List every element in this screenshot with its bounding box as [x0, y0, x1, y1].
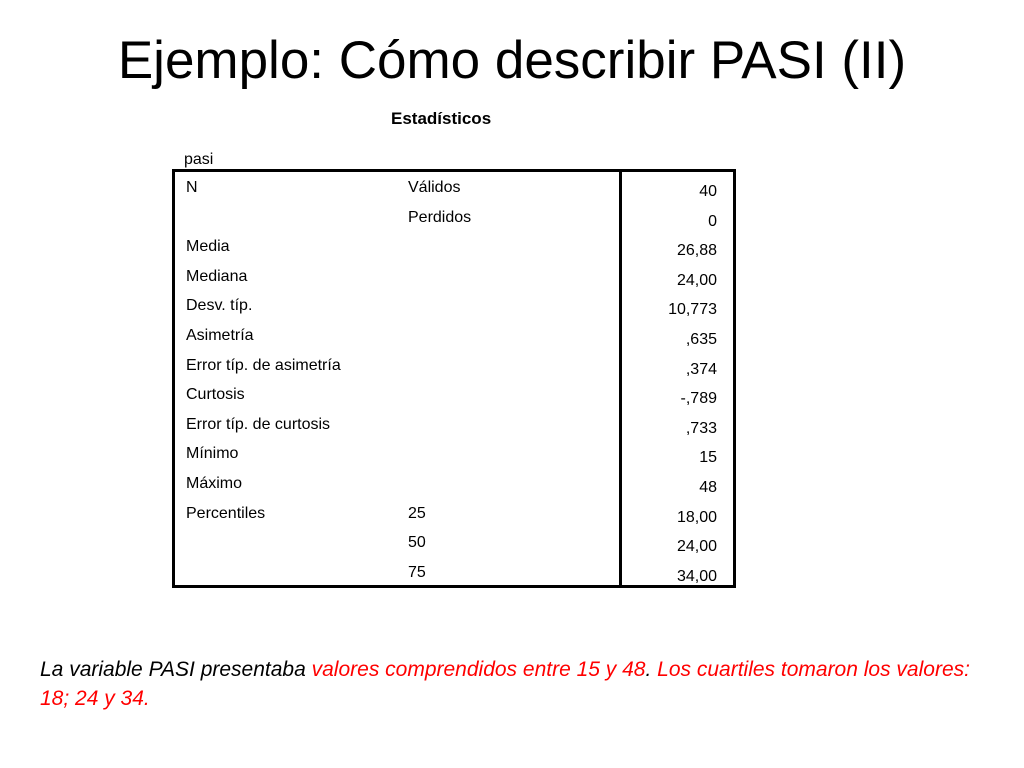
row-value: -,789 — [680, 390, 717, 408]
row-label: Curtosis — [186, 386, 245, 404]
row-value: ,635 — [685, 331, 717, 348]
row-sublabel: 50 — [408, 534, 426, 552]
slide-title: Ejemplo: Cómo describir PASI (II) — [117, 31, 907, 90]
row-value: 34,00 — [676, 567, 717, 585]
row-value: 24,00 — [676, 538, 717, 556]
table-caption: Estadísticos — [391, 109, 492, 128]
variable-label: pasi — [184, 151, 214, 168]
row-value: 48 — [699, 479, 717, 496]
row-value: 40 — [699, 183, 717, 200]
table-row — [175, 438, 733, 468]
conclusion-intro: La variable PASI presentaba — [40, 658, 312, 681]
table-row — [175, 409, 733, 439]
row-label: N — [186, 179, 198, 196]
conclusion-quartiles-highlight: Los cuartiles tomaron los valores: 18; 24 y 34. — [40, 658, 970, 710]
table-row — [175, 527, 733, 557]
row-sublabel: 75 — [408, 563, 426, 581]
table-row — [175, 290, 733, 320]
row-value: 24,00 — [676, 271, 717, 289]
table-row — [175, 320, 733, 350]
row-label: Error típ. de asimetría — [186, 356, 341, 374]
row-label: Percentiles — [186, 504, 266, 522]
row-label: Desv. típ. — [186, 297, 253, 315]
row-value: 18,00 — [676, 508, 717, 526]
row-value: 15 — [699, 449, 717, 467]
conclusion-separator: . — [645, 658, 658, 681]
row-label: Error típ. de curtosis — [186, 415, 331, 433]
conclusion-range-highlight: valores comprendidos entre 15 y 48 — [311, 658, 646, 681]
row-value: 26,88 — [676, 242, 717, 260]
row-label: Asimetría — [186, 327, 254, 344]
table-row — [175, 498, 733, 528]
table-row — [175, 261, 733, 291]
row-label: Mediana — [186, 267, 248, 285]
table-row — [175, 350, 733, 380]
row-label: Máximo — [186, 475, 243, 492]
row-value: ,374 — [685, 360, 717, 378]
table-row — [175, 202, 733, 232]
row-sublabel: Perdidos — [408, 208, 472, 226]
statistics-table — [172, 169, 736, 588]
row-label: Media — [186, 238, 230, 256]
table-row — [175, 468, 733, 498]
table-row — [175, 231, 733, 261]
row-label: Mínimo — [186, 445, 239, 463]
row-value: 10,773 — [668, 301, 717, 319]
table-row — [175, 557, 733, 587]
row-value: ,733 — [685, 419, 717, 437]
row-sublabel: Válidos — [408, 179, 461, 196]
row-value: 0 — [708, 212, 717, 230]
table-row — [175, 379, 733, 409]
table-row — [175, 172, 733, 202]
row-sublabel: 25 — [408, 504, 426, 522]
conclusion-text — [40, 655, 990, 713]
